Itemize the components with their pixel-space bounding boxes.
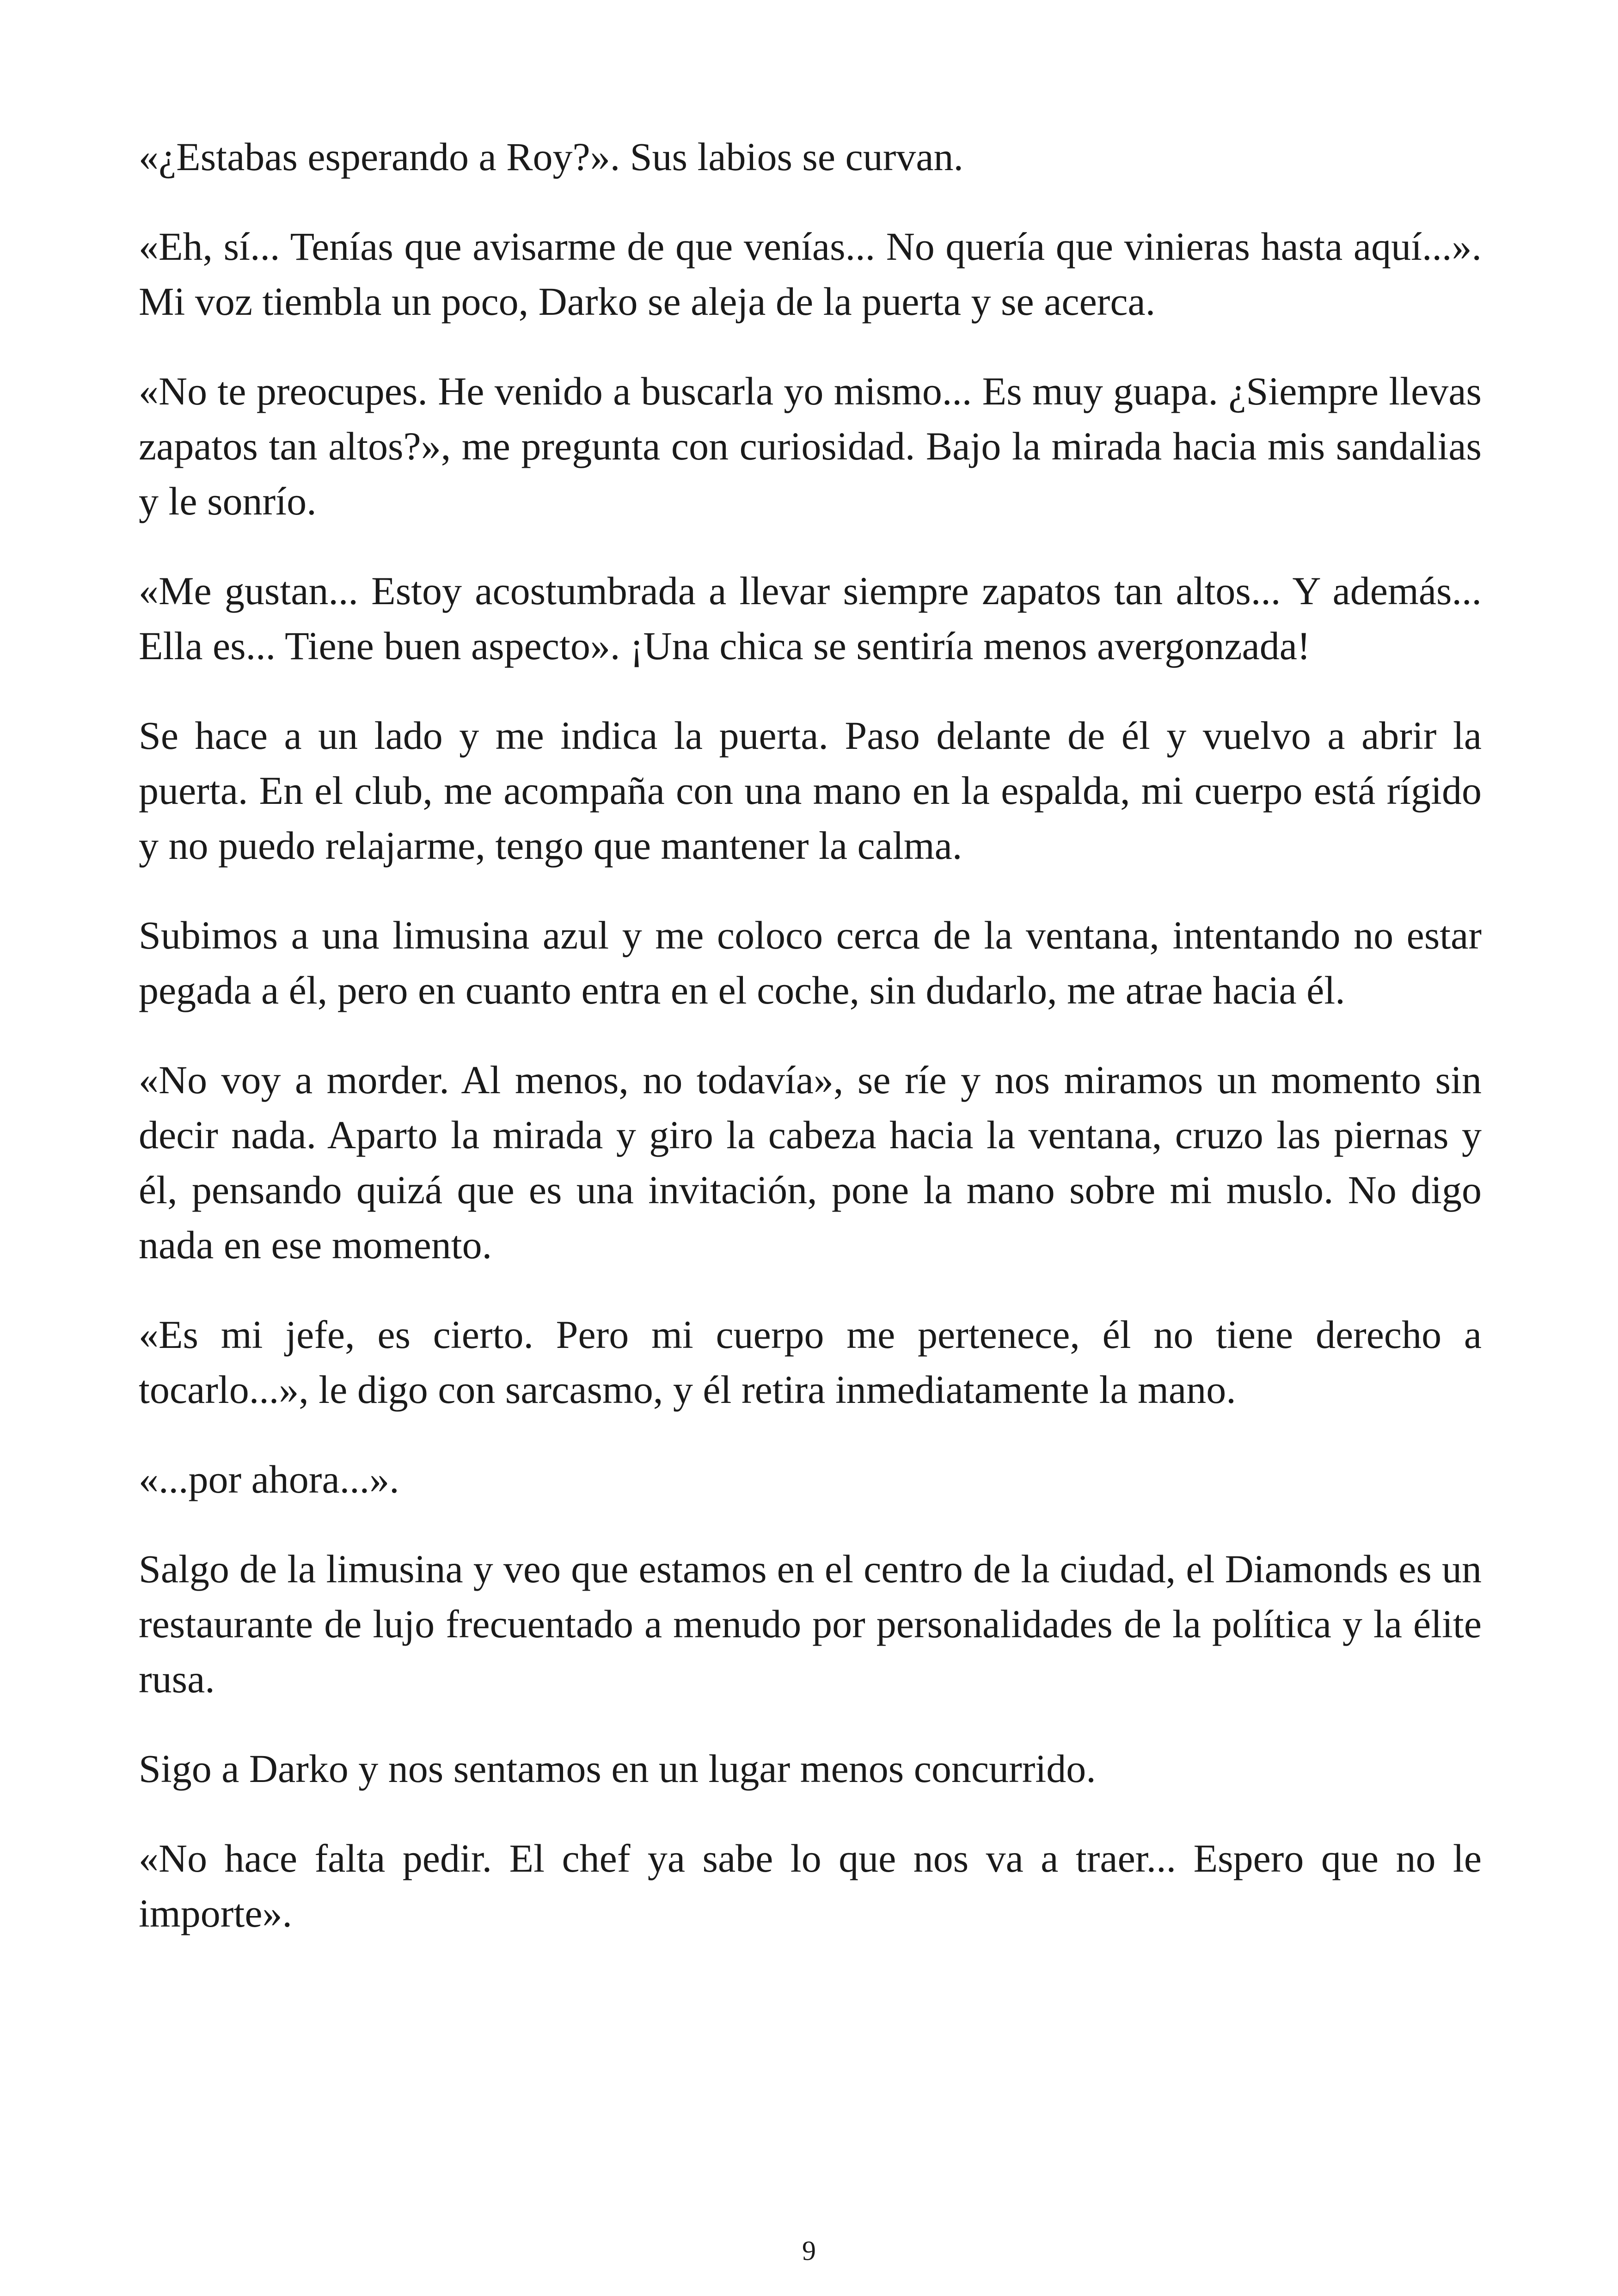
paragraph: «No te preocupes. He venido a buscarla yo mismo... Es muy guapa. ¿Siempre llevas zapatos tan altos?», me pregunta con curiosidad. Bajo la mirada hacia mis sandalias y le sonrío.: [139, 369, 1482, 523]
paragraph: «No hace falta pedir. El chef ya sabe lo que nos va a traer... Espero que no le importe».: [139, 1836, 1482, 1935]
page-number: 9: [802, 2235, 816, 2266]
paragraph: Sigo a Darko y nos sentamos en un lugar menos concurrido.: [139, 1746, 1096, 1791]
paragraph: «¿Estabas esperando a Roy?». Sus labios se curvan.: [139, 135, 964, 179]
body-text: [139, 129, 1482, 1976]
paragraph: Salgo de la limusina y veo que estamos en el centro de la ciudad, el Diamonds es un restaurante de lujo frecuentado a menudo por personalidades de la política y la élite rusa.: [139, 1547, 1482, 1701]
paragraph: «Me gustan... Estoy acostumbrada a llevar siempre zapatos tan altos... Y además... Ella es... Tiene buen aspecto». ¡Una chica se sentiría menos avergonzada!: [139, 569, 1482, 668]
paragraph: «Es mi jefe, es cierto. Pero mi cuerpo me pertenece, él no tiene derecho a tocarlo...», le digo con sarcasmo, y él retira inmediatamente la mano.: [139, 1312, 1482, 1412]
paragraph: «Eh, sí... Tenías que avisarme de que venías... No quería que vinieras hasta aquí...». Mi voz tiembla un poco, Darko se aleja de la puerta y se acerca.: [139, 224, 1482, 324]
paragraph: «No voy a morder. Al menos, no todavía», se ríe y nos miramos un momento sin decir nada. Aparto la mirada y giro la cabeza hacia la ventana, cruzo las piernas y él, pensando quizá que es una invitación, pone la mano sobre mi muslo. No digo nada en ese momento.: [139, 1058, 1482, 1267]
paragraph: Se hace a un lado y me indica la puerta. Paso delante de él y vuelvo a abrir la puerta. En el club, me acompaña con una mano en la espalda, mi cuerpo está rígido y no puedo relajarme, tengo que mantener la calma.: [139, 713, 1482, 868]
paragraph: «...por ahora...».: [139, 1457, 399, 1501]
paragraph: Subimos a una limusina azul y me coloco cerca de la ventana, intentando no estar pegada a él, pero en cuanto entra en el coche, sin dudarlo, me atrae hacia él.: [139, 913, 1482, 1012]
